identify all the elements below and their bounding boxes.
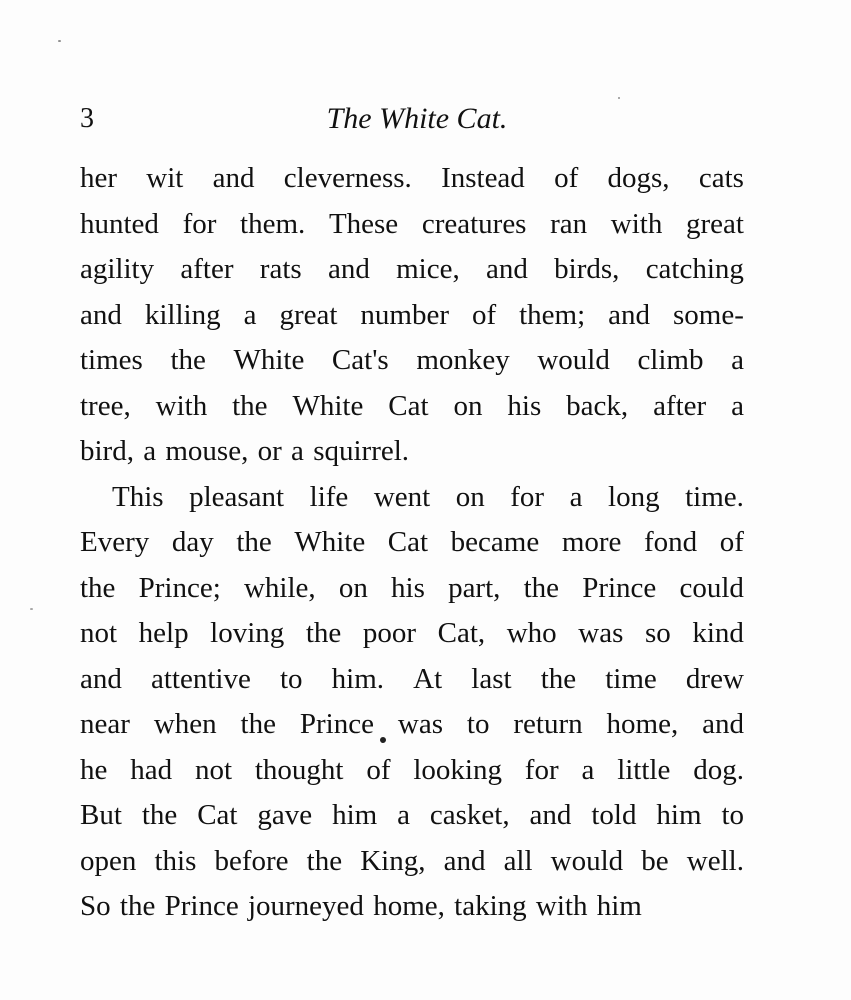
text-line: But the Cat gave him a casket, and told him to: [80, 799, 744, 831]
body-text: [80, 156, 744, 930]
ink-speck: [58, 40, 61, 42]
page-number: 3: [80, 103, 94, 134]
text-line: Every day the White Cat became more fond of: [80, 526, 744, 558]
text-line: and killing a great number of them; and some-: [80, 298, 744, 331]
text-line: her wit and cleverness. Instead of dogs, cats: [80, 162, 744, 194]
paragraph: [80, 156, 744, 475]
text-line: hunted for them. These creatures ran with great: [80, 207, 744, 240]
text-line: tree, with the White Cat on his back, after a: [80, 389, 744, 422]
text-line: bird, a mouse, or a squirrel.: [80, 435, 410, 467]
running-title: The White Cat.: [326, 102, 508, 135]
text-line: agility after rats and mice, and birds, catching: [80, 253, 744, 285]
text-line: and attentive to him. At last the time drew: [80, 662, 744, 695]
text-line: near when the Prince was to return home, and: [80, 708, 744, 740]
text-line: not help loving the poor Cat, who was so kind: [80, 617, 744, 649]
text-line: times the White Cat's monkey would climb a: [80, 344, 744, 376]
text-line: open this before the King, and all would be well.: [80, 844, 744, 877]
page-header: [80, 97, 744, 141]
ink-speck: [380, 737, 386, 743]
text-line: So the Prince journeyed home, taking with him: [80, 890, 642, 922]
paragraph: [80, 475, 744, 930]
text-line: the Prince; while, on his part, the Prince could: [80, 571, 744, 604]
ink-speck: [618, 97, 620, 99]
text-line: This pleasant life went on for a long time.: [112, 480, 744, 513]
ink-speck: [30, 608, 33, 610]
text-line: he had not thought of looking for a little dog.: [80, 753, 744, 786]
